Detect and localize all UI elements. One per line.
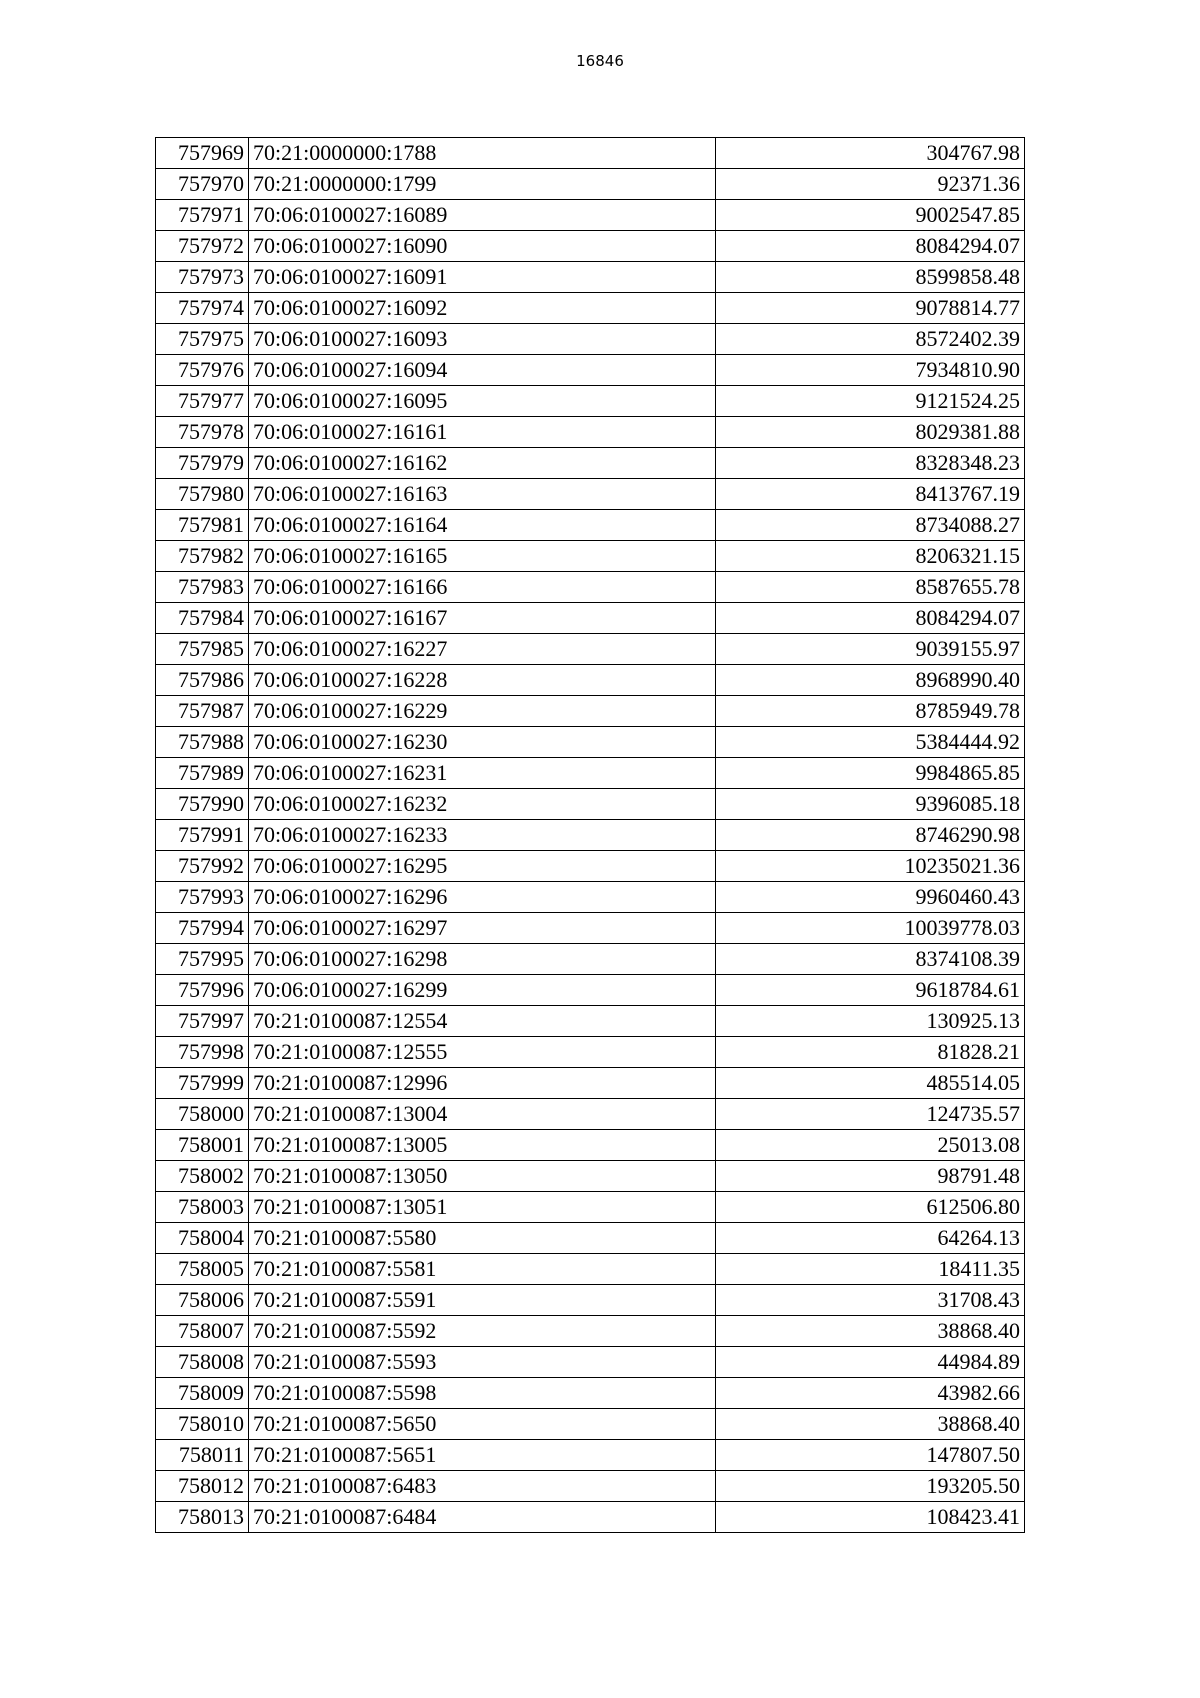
table-row [156, 913, 1025, 944]
cadastral-number-cell: 70:06:0100027:16164 [249, 510, 716, 541]
table-row [156, 1378, 1025, 1409]
table-row [156, 1471, 1025, 1502]
row-number-cell: 758013 [156, 1502, 249, 1533]
cadastral-number-cell: 70:06:0100027:16089 [249, 200, 716, 231]
cadastral-number-cell: 70:06:0100027:16299 [249, 975, 716, 1006]
value-cell: 193205.50 [716, 1471, 1025, 1502]
value-cell: 5384444.92 [716, 727, 1025, 758]
table-row [156, 665, 1025, 696]
table-row [156, 1347, 1025, 1378]
row-number-cell: 758011 [156, 1440, 249, 1471]
value-cell: 81828.21 [716, 1037, 1025, 1068]
table-row [156, 1192, 1025, 1223]
cadastral-number-cell: 70:06:0100027:16161 [249, 417, 716, 448]
row-number-cell: 757984 [156, 603, 249, 634]
cadastral-number-cell: 70:21:0100087:5591 [249, 1285, 716, 1316]
table-row [156, 1285, 1025, 1316]
table-row [156, 727, 1025, 758]
value-cell: 8734088.27 [716, 510, 1025, 541]
row-number-cell: 757994 [156, 913, 249, 944]
table-row [156, 1223, 1025, 1254]
value-cell: 64264.13 [716, 1223, 1025, 1254]
table-row [156, 1161, 1025, 1192]
table-row [156, 138, 1025, 169]
cadastral-number-cell: 70:06:0100027:16228 [249, 665, 716, 696]
value-cell: 98791.48 [716, 1161, 1025, 1192]
table-row [156, 1440, 1025, 1471]
table-row [156, 851, 1025, 882]
row-number-cell: 757969 [156, 138, 249, 169]
cadastral-number-cell: 70:21:0100087:5580 [249, 1223, 716, 1254]
page-number: 16846 [576, 52, 624, 70]
row-number-cell: 757987 [156, 696, 249, 727]
row-number-cell: 757995 [156, 944, 249, 975]
row-number-cell: 757972 [156, 231, 249, 262]
row-number-cell: 757978 [156, 417, 249, 448]
table-row [156, 696, 1025, 727]
row-number-cell: 758003 [156, 1192, 249, 1223]
value-cell: 92371.36 [716, 169, 1025, 200]
table-row [156, 1099, 1025, 1130]
table-row [156, 231, 1025, 262]
table-row [156, 355, 1025, 386]
table-row [156, 417, 1025, 448]
row-number-cell: 758007 [156, 1316, 249, 1347]
value-cell: 8599858.48 [716, 262, 1025, 293]
row-number-cell: 757980 [156, 479, 249, 510]
table-row [156, 262, 1025, 293]
row-number-cell: 757992 [156, 851, 249, 882]
row-number-cell: 757985 [156, 634, 249, 665]
value-cell: 8572402.39 [716, 324, 1025, 355]
value-cell: 8746290.98 [716, 820, 1025, 851]
value-cell: 9960460.43 [716, 882, 1025, 913]
cadastral-number-cell: 70:06:0100027:16091 [249, 262, 716, 293]
row-number-cell: 757997 [156, 1006, 249, 1037]
value-cell: 8968990.40 [716, 665, 1025, 696]
table-row [156, 603, 1025, 634]
row-number-cell: 757975 [156, 324, 249, 355]
table-row [156, 634, 1025, 665]
row-number-cell: 758009 [156, 1378, 249, 1409]
row-number-cell: 757989 [156, 758, 249, 789]
value-cell: 612506.80 [716, 1192, 1025, 1223]
row-number-cell: 757979 [156, 448, 249, 479]
table-row [156, 1502, 1025, 1533]
cadastral-number-cell: 70:21:0100087:6484 [249, 1502, 716, 1533]
cadastral-number-cell: 70:06:0100027:16231 [249, 758, 716, 789]
cadastral-number-cell: 70:21:0100087:5592 [249, 1316, 716, 1347]
cadastral-number-cell: 70:06:0100027:16162 [249, 448, 716, 479]
row-number-cell: 757983 [156, 572, 249, 603]
cadastral-number-cell: 70:21:0100087:12996 [249, 1068, 716, 1099]
value-cell: 8084294.07 [716, 231, 1025, 262]
row-number-cell: 757970 [156, 169, 249, 200]
cadastral-number-cell: 70:06:0100027:16095 [249, 386, 716, 417]
table-row [156, 789, 1025, 820]
value-cell: 485514.05 [716, 1068, 1025, 1099]
table-row [156, 1409, 1025, 1440]
table-row [156, 448, 1025, 479]
row-number-cell: 757993 [156, 882, 249, 913]
table-row [156, 386, 1025, 417]
row-number-cell: 757990 [156, 789, 249, 820]
table-row [156, 541, 1025, 572]
cadastral-number-cell: 70:06:0100027:16163 [249, 479, 716, 510]
table-row [156, 1130, 1025, 1161]
value-cell: 8587655.78 [716, 572, 1025, 603]
cadastral-number-cell: 70:06:0100027:16166 [249, 572, 716, 603]
value-cell: 8084294.07 [716, 603, 1025, 634]
value-cell: 8785949.78 [716, 696, 1025, 727]
registry-table-body [156, 138, 1025, 1533]
value-cell: 18411.35 [716, 1254, 1025, 1285]
value-cell: 8413767.19 [716, 479, 1025, 510]
row-number-cell: 758006 [156, 1285, 249, 1316]
value-cell: 8029381.88 [716, 417, 1025, 448]
cadastral-number-cell: 70:21:0100087:12555 [249, 1037, 716, 1068]
row-number-cell: 757981 [156, 510, 249, 541]
row-number-cell: 757974 [156, 293, 249, 324]
value-cell: 43982.66 [716, 1378, 1025, 1409]
table-row [156, 1316, 1025, 1347]
row-number-cell: 758008 [156, 1347, 249, 1378]
value-cell: 9039155.97 [716, 634, 1025, 665]
cadastral-number-cell: 70:21:0100087:5651 [249, 1440, 716, 1471]
row-number-cell: 757977 [156, 386, 249, 417]
registry-table [155, 137, 1025, 1533]
cadastral-number-cell: 70:06:0100027:16295 [249, 851, 716, 882]
cadastral-number-cell: 70:21:0000000:1799 [249, 169, 716, 200]
row-number-cell: 758005 [156, 1254, 249, 1285]
cadastral-number-cell: 70:21:0000000:1788 [249, 138, 716, 169]
cadastral-number-cell: 70:06:0100027:16229 [249, 696, 716, 727]
cadastral-number-cell: 70:21:0100087:12554 [249, 1006, 716, 1037]
cadastral-number-cell: 70:21:0100087:13051 [249, 1192, 716, 1223]
row-number-cell: 758004 [156, 1223, 249, 1254]
row-number-cell: 757991 [156, 820, 249, 851]
cadastral-number-cell: 70:21:0100087:13004 [249, 1099, 716, 1130]
value-cell: 25013.08 [716, 1130, 1025, 1161]
cadastral-number-cell: 70:06:0100027:16297 [249, 913, 716, 944]
row-number-cell: 757973 [156, 262, 249, 293]
value-cell: 8206321.15 [716, 541, 1025, 572]
table-row [156, 1254, 1025, 1285]
cadastral-number-cell: 70:21:0100087:13005 [249, 1130, 716, 1161]
value-cell: 9618784.61 [716, 975, 1025, 1006]
row-number-cell: 757998 [156, 1037, 249, 1068]
value-cell: 10235021.36 [716, 851, 1025, 882]
row-number-cell: 758010 [156, 1409, 249, 1440]
row-number-cell: 757988 [156, 727, 249, 758]
cadastral-number-cell: 70:06:0100027:16233 [249, 820, 716, 851]
cadastral-number-cell: 70:06:0100027:16165 [249, 541, 716, 572]
row-number-cell: 757999 [156, 1068, 249, 1099]
cadastral-number-cell: 70:21:0100087:6483 [249, 1471, 716, 1502]
cadastral-number-cell: 70:21:0100087:5598 [249, 1378, 716, 1409]
cadastral-number-cell: 70:21:0100087:5581 [249, 1254, 716, 1285]
table-row [156, 882, 1025, 913]
value-cell: 304767.98 [716, 138, 1025, 169]
value-cell: 130925.13 [716, 1006, 1025, 1037]
row-number-cell: 758012 [156, 1471, 249, 1502]
row-number-cell: 757976 [156, 355, 249, 386]
value-cell: 8328348.23 [716, 448, 1025, 479]
cadastral-number-cell: 70:06:0100027:16092 [249, 293, 716, 324]
row-number-cell: 758001 [156, 1130, 249, 1161]
cadastral-number-cell: 70:06:0100027:16093 [249, 324, 716, 355]
value-cell: 108423.41 [716, 1502, 1025, 1533]
table-row [156, 572, 1025, 603]
table-row [156, 293, 1025, 324]
value-cell: 9121524.25 [716, 386, 1025, 417]
value-cell: 44984.89 [716, 1347, 1025, 1378]
value-cell: 124735.57 [716, 1099, 1025, 1130]
table-row [156, 169, 1025, 200]
value-cell: 9002547.85 [716, 200, 1025, 231]
value-cell: 9984865.85 [716, 758, 1025, 789]
value-cell: 38868.40 [716, 1409, 1025, 1440]
row-number-cell: 757986 [156, 665, 249, 696]
value-cell: 7934810.90 [716, 355, 1025, 386]
row-number-cell: 758000 [156, 1099, 249, 1130]
value-cell: 9078814.77 [716, 293, 1025, 324]
row-number-cell: 757982 [156, 541, 249, 572]
cadastral-number-cell: 70:21:0100087:5650 [249, 1409, 716, 1440]
cadastral-number-cell: 70:06:0100027:16232 [249, 789, 716, 820]
table-row [156, 1037, 1025, 1068]
cadastral-number-cell: 70:06:0100027:16230 [249, 727, 716, 758]
value-cell: 8374108.39 [716, 944, 1025, 975]
table-row [156, 820, 1025, 851]
table-row [156, 510, 1025, 541]
table-row [156, 479, 1025, 510]
table-row [156, 324, 1025, 355]
table-row [156, 1006, 1025, 1037]
cadastral-number-cell: 70:06:0100027:16167 [249, 603, 716, 634]
table-row [156, 975, 1025, 1006]
value-cell: 147807.50 [716, 1440, 1025, 1471]
cadastral-number-cell: 70:06:0100027:16227 [249, 634, 716, 665]
value-cell: 9396085.18 [716, 789, 1025, 820]
cadastral-number-cell: 70:06:0100027:16296 [249, 882, 716, 913]
cadastral-number-cell: 70:06:0100027:16094 [249, 355, 716, 386]
row-number-cell: 758002 [156, 1161, 249, 1192]
cadastral-number-cell: 70:21:0100087:5593 [249, 1347, 716, 1378]
cadastral-number-cell: 70:06:0100027:16090 [249, 231, 716, 262]
table-row [156, 1068, 1025, 1099]
table-row [156, 758, 1025, 789]
value-cell: 38868.40 [716, 1316, 1025, 1347]
value-cell: 31708.43 [716, 1285, 1025, 1316]
table-row [156, 944, 1025, 975]
value-cell: 10039778.03 [716, 913, 1025, 944]
row-number-cell: 757996 [156, 975, 249, 1006]
row-number-cell: 757971 [156, 200, 249, 231]
cadastral-number-cell: 70:06:0100027:16298 [249, 944, 716, 975]
cadastral-number-cell: 70:21:0100087:13050 [249, 1161, 716, 1192]
table-row [156, 200, 1025, 231]
